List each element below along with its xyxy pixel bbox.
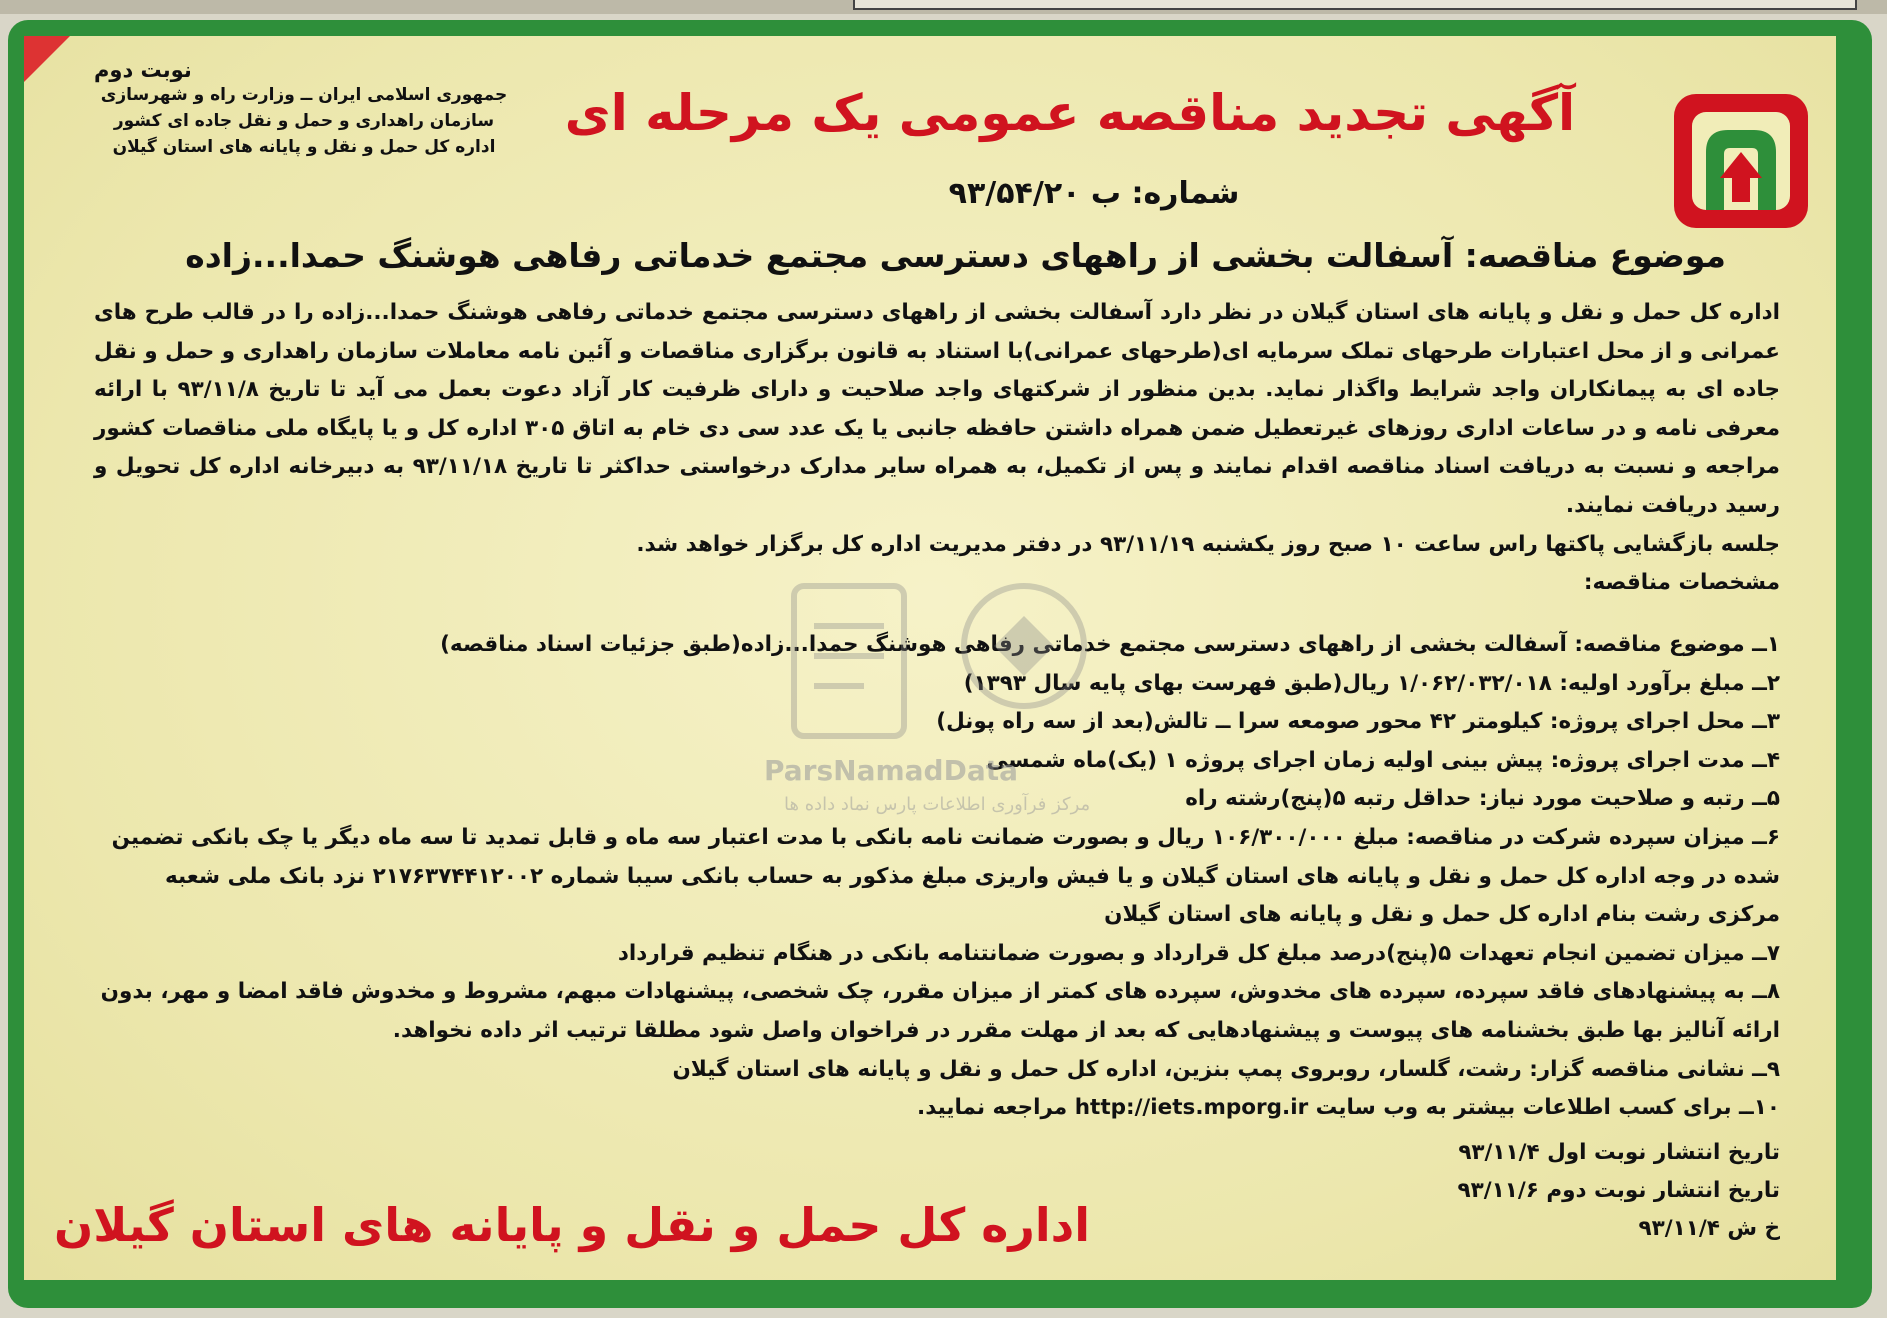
body-paragraph-2: جلسه بازگشایی پاکتها راس ساعت ۱۰ صبح روز یکشنبه ۹۳/۱۱/۱۹ در دفتر مدیریت اداره کل برگزار خواهد شد.: [636, 531, 1780, 557]
org-block: [74, 58, 534, 160]
spec-item: ۱۰ــ برای کسب اطلاعات بیشتر به وب سایت http://iets.mporg.ir مراجعه نمایید.: [917, 1095, 1780, 1121]
round-label: نوبت دوم: [94, 58, 192, 82]
top-strip: [0, 0, 1887, 14]
ad-paper: [24, 36, 1836, 1280]
spec-item: ۱ــ موضوع مناقصه: آسفالت بخشی از راههای دسترسی مجتمع خدماتی رفاهی هوشنگ حمدا...زاده(طبق جزئیات اسناد مناقصه): [440, 632, 1780, 657]
watermark-brand: ParsNamadData: [764, 754, 1018, 787]
spec-item: ۹ــ نشانی مناقصه گزار: رشت، گلسار، روبروی پمپ بنزین، اداره کل حمل و نقل و پایانه های استان گیلان: [672, 1056, 1780, 1082]
road-ministry-logo-icon: [1666, 86, 1816, 236]
org-line-2: سازمان راهداری و حمل و نقل جاده ای کشور: [113, 111, 495, 131]
ad-title: آگهی تجدید مناقصه عمومی یک مرحله ای: [564, 84, 1576, 142]
date-line: تاریخ انتشار نوبت دوم ۹۳/۱۱/۶: [1457, 1178, 1780, 1203]
ad-body: [94, 294, 1780, 603]
body-paragraph-3: مشخصات مناقصه:: [1583, 570, 1780, 596]
publication-dates: [1220, 1134, 1780, 1248]
tender-subject: موضوع مناقصه: آسفالت بخشی از راههای دسترسی مجتمع خدماتی رفاهی هوشنگ حمدا...زاده: [185, 236, 1726, 275]
spec-item: ۶ــ میزان سپرده شرکت در مناقصه: مبلغ ۱۰۶/۳۰۰/۰۰۰ ریال و بصورت ضمانت نامه بانکی با مدت اعتبار سه ماه و قابل تمدید تا سه ماه دیگر یا چک بانکی تضمین شده در وجه اداره کل حمل و نقل و پایانه های استان گیلان و یا فیش واریزی مبلغ مذکور به حساب بانکی سیبا شماره ۲۱۷۶۳۷۴۴۱۲۰۰۲ نزد بانک ملی شعبه مرکزی رشت بنام اداره کل حمل و نقل و پایانه های استان گیلان: [111, 824, 1780, 928]
org-line-3: اداره کل حمل و نقل و پایانه های استان گیلان: [112, 137, 496, 157]
spec-item: ۲ــ مبلغ برآورد اولیه: ۱/۰۶۲/۰۳۲/۰۱۸ ریال(طبق فهرست بهای پایه سال ۱۳۹۳): [963, 670, 1780, 696]
org-line-1: جمهوری اسلامی ایران ــ وزارت راه و شهرسازی: [100, 85, 508, 105]
spec-item: ۴ــ مدت اجرای پروژه: پیش بینی اولیه زمان اجرای پروژه ۱ (یک)ماه شمسی: [986, 747, 1780, 773]
body-paragraph-1: اداره کل حمل و نقل و پایانه های استان گیلان در نظر دارد آسفالت بخشی از راههای دسترسی مجتمع خدماتی رفاهی هوشنگ حمدا...زاده را در قالب طرح های عمرانی و از محل اعتبارات طرحهای تملک سرمایه ای(طرحهای عمرانی)با استناد به قانون برگزاری مناقصات و آئین نامه معاملات سازمان راهداری و حمل و نقل جاده ای به پیمانکاران واجد شرایط واگذار نماید. بدین منظور از شرکتهای واجد صلاحیت و دارای ظرفیت کار آزاد دعوت بعمل می آید تا تاریخ ۹۳/۱۱/۸ با ارائه معرفی نامه و در ساعات اداری روزهای غیرتعطیل ضمن همراه داشتن حافظه جانبی یا یک عدد سی دی خام به اتاق ۳۰۵ اداره کل و یا پایگاه ملی مناقصات کشور مراجعه و نسبت به دریافت اسناد مناقصه اقدام نمایند و پس از تکمیل، به همراه سایر مدارک درخواستی حداکثر تا تاریخ ۹۳/۱۱/۱۸ به دبیرخانه اداره کل تحویل و رسید دریافت نمایند.: [94, 300, 1781, 518]
ad-number: شماره: ب ۹۳/۵۴/۲۰: [948, 176, 1240, 211]
footer-org-name: اداره کل حمل و نقل و پایانه های استان گیلان: [54, 1198, 1091, 1252]
date-line: خ ش ۹۳/۱۱/۴: [1638, 1216, 1780, 1241]
spec-item: ۸ــ به پیشنهادهای فاقد سپرده، سپرده های مخدوش، سپرده های کمتر از میزان مقرر، چک شخصی، پیشنهادات مبهم، مشروط و مخدوش فاقد امضا و مهر، بدون ارائه آنالیز بها طبق بخشنامه های پیوست و پیشنهادهایی که بعد از مهلت مقرر در فراخوان واصل شود مطلقا ترتیب اثر داده نخواهد.: [100, 979, 1780, 1043]
ad-frame: [8, 20, 1872, 1308]
watermark-subtitle: مرکز فرآوری اطلاعات پارس نماد داده ها: [784, 794, 1091, 815]
ad-content: [24, 36, 1836, 1280]
header-bar: [853, 0, 1857, 10]
spec-item: ۵ــ رتبه و صلاحیت مورد نیاز: حداقل رتبه ۵(پنج)رشته راه: [1185, 786, 1780, 812]
spec-item: ۷ــ میزان تضمین انجام تعهدات ۵(پنج)درصد مبلغ کل قرارداد و بصورت ضمانتنامه بانکی در هنگام تنظیم قرارداد: [617, 940, 1780, 966]
date-line: تاریخ انتشار نوبت اول ۹۳/۱۱/۴: [1458, 1140, 1780, 1165]
spec-item: ۳ــ محل اجرای پروژه: کیلومتر ۴۲ محور صومعه سرا ــ تالش(بعد از سه راه پونل): [936, 709, 1780, 735]
tender-specs: [94, 626, 1780, 1128]
